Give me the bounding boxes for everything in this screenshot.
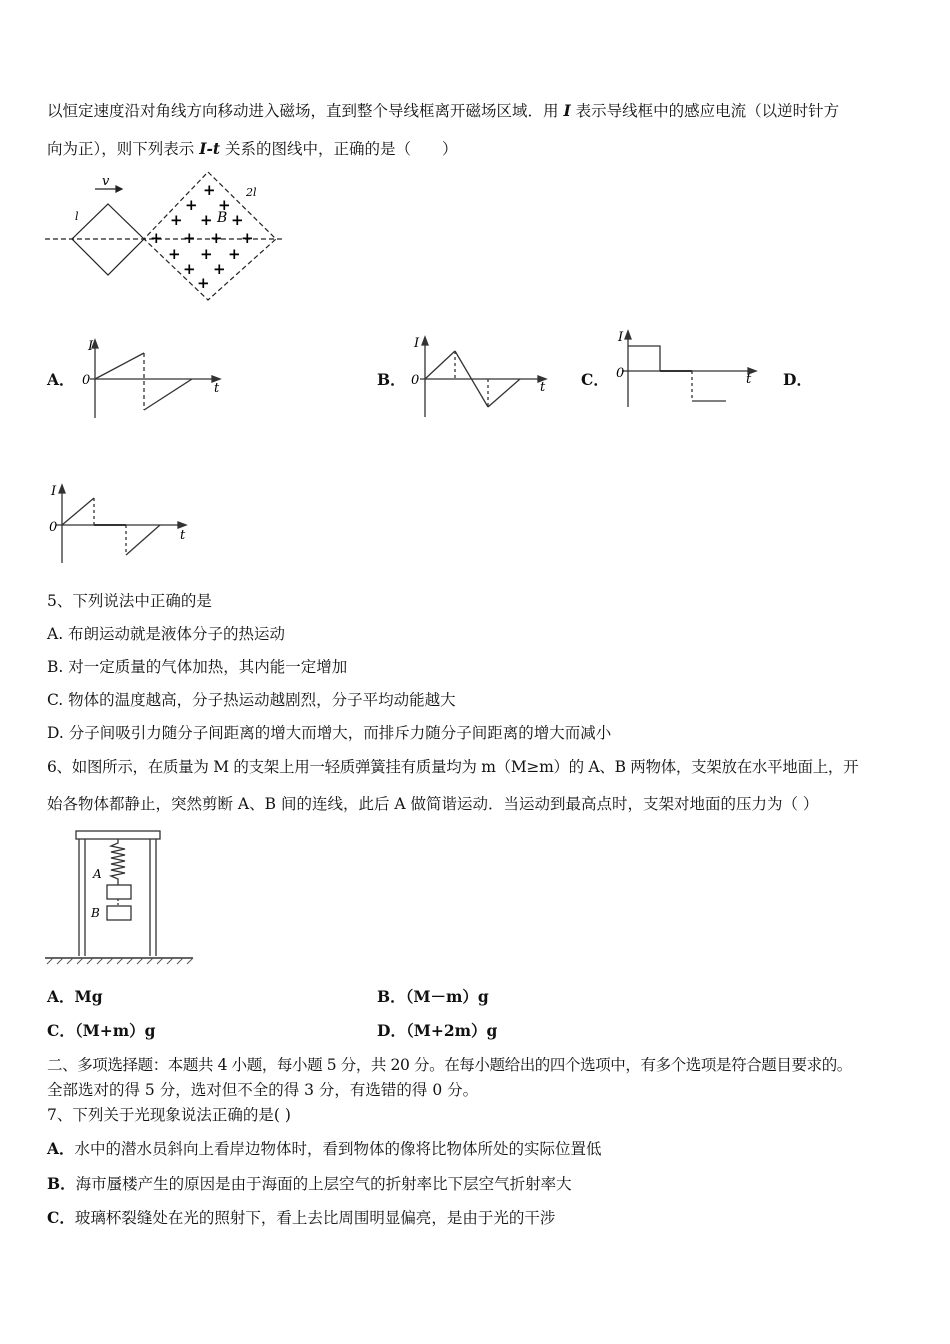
q5-option-d: D. 分子间吸引力随分子间距离的增大而增大，而排斥力随分子间距离的增大而减小 [47,724,612,742]
q6-bracket-figure [45,828,195,966]
graph-origin: 0 [411,373,420,388]
plus-mark: + [200,245,213,263]
q5-option-c: C. 物体的温度越高，分子热运动越剧烈，分子平均动能越大 [47,691,456,709]
field-b-label: B [217,210,228,226]
velocity-label: v [102,174,110,189]
plus-mark: + [183,260,196,278]
plus-mark: + [228,245,241,263]
plus-mark: + [231,211,244,229]
q6-option-a: A．Mg [47,987,103,1006]
plus-mark: + [218,196,231,214]
q6-stem-line1: 6、如图所示，在质量为 M 的支架上用一轻质弹簧挂有质量均为 m（M≥m）的 A、B 两物体，支架放在水平地面上，开 [47,758,859,776]
q4-graph-c [612,327,772,412]
q4-option-a-label: A． [47,370,75,389]
graph-x-label: t [214,381,220,396]
plus-mark: + [200,211,213,229]
q4-stem-line2: 向为正），则下列表示 I-t 关系的图线中，正确的是（ ） [47,139,458,158]
section2-line1: 二、多项选择题：本题共 4 小题，每小题 5 分，共 20 分。在每小题给出的四个选项中，有多个选项是符合题目要求的。 [47,1056,852,1074]
q7-option-a: A．水中的潜水员斜向上看岸边物体时，看到物体的像将比物体所处的实际位置低 [47,1139,602,1158]
block-b-label: B [91,906,100,920]
q4-graph-b [410,333,560,418]
q4-option-c-label: C． [581,370,609,389]
graph-origin: 0 [82,373,91,388]
graph-y-label: I [414,336,420,351]
graph-y-label: I [51,484,57,499]
graph-origin: 0 [49,520,58,535]
graph-y-label: I [88,339,94,354]
plus-mark: + [203,181,216,199]
q5-option-a: A. 布朗运动就是液体分子的热运动 [47,625,286,643]
q6-option-c: C．（M+m）g [47,1021,156,1040]
q6-stem-line2: 始各物体都静止，突然剪断 A、B 间的连线，此后 A 做简谐运动．当运动到最高点时，支架对地面的压力为（ ） [47,795,819,813]
graph-x-label: t [540,380,546,395]
q4-option-d-label: D． [783,370,812,389]
section2-line2: 全部选对的得 5 分，选对但不全的得 3 分，有选错的得 0 分。 [47,1081,479,1099]
side-l-label: l [75,210,79,223]
q6-option-b: B．（M－m）g [377,987,489,1006]
q5-option-b: B. 对一定质量的气体加热，其内能一定增加 [47,658,348,676]
plus-mark: + [183,229,196,247]
plus-mark: + [170,211,183,229]
plus-mark: + [150,229,163,247]
graph-x-label: t [746,372,752,387]
plus-mark: + [241,229,254,247]
plus-mark: + [210,229,223,247]
graph-y-label: I [618,330,624,345]
plus-mark: + [185,196,198,214]
q7-option-b: B．海市蜃楼产生的原因是由于海面的上层空气的折射率比下层空气折射率大 [47,1174,572,1193]
q5-stem: 5、下列说法中正确的是 [47,592,212,610]
q4-option-b-label: B． [377,370,406,389]
plus-mark: + [168,245,181,263]
graph-origin: 0 [616,366,625,381]
side-2l-label: 2l [246,186,257,199]
q4-graph-a [80,338,230,420]
q4-stem-line1: 以恒定速度沿对角线方向移动进入磁场，直到整个导线框离开磁场区域．用 I 表示导线框中的感应电流（以逆时针方 [47,101,840,120]
plus-mark: + [197,274,210,292]
q6-option-d: D．（M+2m）g [377,1021,498,1040]
q7-option-c: C．玻璃杯裂缝处在光的照射下，看上去比周围明显偏亮，是由于光的干涉 [47,1208,556,1227]
plus-mark: + [213,260,226,278]
q4-graph-d [48,483,198,568]
q7-stem: 7、下列关于光现象说法正确的是( ) [47,1106,291,1124]
graph-x-label: t [180,528,186,543]
block-a-label: A [93,867,102,881]
q4-field-figure [45,168,290,298]
